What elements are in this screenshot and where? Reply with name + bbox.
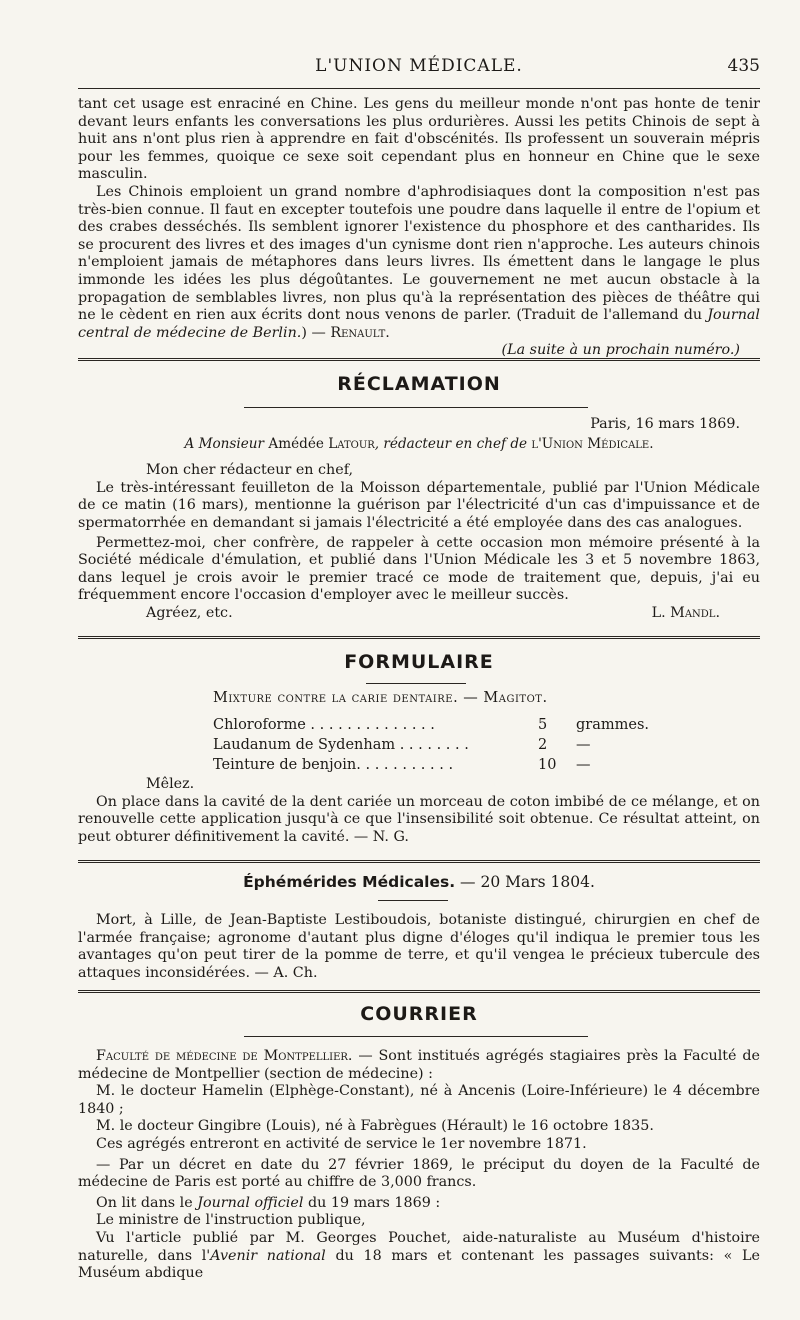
ephemerides-entry [78,912,760,982]
ingredient-unit: — [576,737,591,753]
ingredient-qty: 5 [538,717,548,733]
ingredient-qty: 10 [538,757,557,773]
paragraph: Le ministre de l'instruction publique, [96,1212,366,1229]
paragraph: Permettez-moi, cher confrère, de rappeler à cette occasion mon mémoire présenté à la Société médicale d'émulation, et publié dans l'Union Médicale les 3 et 5 novembre 1863, dans lequel je crois avoir le premier tracé ce mode de traitement que, depuis, j'ai eu fréquemment encore l'occasion d'employer avec le meilleur succès. [78,534,760,604]
reclamation-letter [78,416,760,623]
section-heading-courrier: COURRIER [360,1003,478,1025]
letter-closing [78,605,760,623]
section-rule [78,358,760,361]
paragraph: On place dans la cavité de la dent cariée un morceau de coton imbibé de ce mélange, et on renouvelle cette application jusqu'à ce que l'insensibilité soit obtenue. Ce résultat atteint, on peut obturer définitivement la cavité. — N. G. [78,793,760,845]
header-rule [78,88,760,89]
formula-instructions [78,776,760,846]
ingredient-unit: grammes. [576,717,649,733]
ingredient-name: Laudanum de Sydenham . . . . . . . . [213,737,469,753]
paragraph: Mort, à Lille, de Jean-Baptiste Lestiboudois, botaniste distingué, chirurgien en chef de l'armée française; agronome d'autant plus digne d'éloges qu'il indiqua le premier tous les avantages qu'on peut tirer de la pomme de terre, et qu'il vengea le précieux tubercule des attaques inconsidérées. — A. Ch. [78,912,760,981]
section-rule [78,990,760,993]
paragraph: On lit dans le Journal officiel du 19 mars 1869 : [96,1194,441,1211]
paragraph: Vu l'article publié par M. Georges Pouchet, aide-naturaliste au Muséum d'histoire naturelle, dans l'Avenir national du 18 mars et contenant les passages suivants: « Le Muséum abdique [78,1229,761,1282]
paragraph: M. le docteur Hamelin (Elphège-Constant), né à Ancenis (Loire-Inférieure) le 4 décembre 1840 ; [78,1083,760,1117]
running-header [78,54,760,82]
heading-underline [244,407,588,408]
section-rule [78,636,760,639]
ingredient-unit: — [576,757,591,773]
ephemerides-heading: Éphémérides Médicales. — 20 Mars 1804. [243,873,595,891]
journal-title: L'UNION MÉDICALE. [315,56,523,76]
article-continuation [78,96,760,360]
section-heading-reclamation: RÉCLAMATION [337,373,501,395]
paragraph: M. le docteur Gingibre (Louis), né à Fabrègues (Hérault) le 16 octobre 1835. [96,1118,654,1135]
paragraph: Faculté de médecine de Montpellier. — Sont institués agrégés stagiaires près la Faculté de médecine de Montpellier (section de médecine) : [78,1048,760,1082]
courrier-news [78,1048,760,1283]
ingredient-name: Teinture de benjoin. . . . . . . . . . . [213,757,454,773]
heading-underline [378,900,448,901]
paragraph: Le très-intéressant feuilleton de la Moisson départementale, publié par l'Union Médicale de ce matin (16 mars), mentionne la guérison par l'électricité d'un cas d'impuissance et de spermatorrhée en demandant si jamais l'électricité a été employée dans des cas analogues. [78,479,760,531]
melez-label: Mêlez. [146,776,195,792]
section-rule [78,860,760,863]
closing-formula: Agréez, etc. [146,604,233,621]
ingredient-name: Chloroforme . . . . . . . . . . . . . . [213,717,435,733]
paragraph: Les Chinois emploient un grand nombre d'aphrodisiaques dont la composition n'est pas très-bien connue. Il faut en excepter toutefois une poudre dans laquelle il entre de l'opium et des crabes desséchés. Ils semblent ignorer l'existence du phosphore et des cantharides. Ils se procurent des livres et des images d'un cynisme dont rien n'approche. Les auteurs chinois n'emploient jamais de métaphores dans leurs livres. Ils émettent dans le langage le plus immonde les idées les plus dégoûtantes. Le gouvernement ne met aucun obstacle à la propagation de semblables livres, non plus qu'à la représentation des pièces de théâtre qui ne le cèdent en rien aux écrits dont nous venons de parler. (Traduit de l'allemand du Journal central de médecine de Berlin.) — Renault. [78,183,760,341]
formula-row [213,757,633,775]
paragraph: — Par un décret en date du 27 février 1869, le préciput du doyen de la Faculté de médecine de Paris est porté au chiffre de 3,000 francs. [78,1156,760,1191]
author-signature: Renault. [330,324,390,341]
formula-row [213,737,633,755]
formula-title: Mixture contre la carie dentaire. — Magitot. [213,690,548,706]
continued-note: (La suite à un prochain numéro.) [501,342,740,359]
paragraph: Ces agrégés entreront en activité de service le 1er novembre 1871. [96,1135,587,1152]
ingredient-qty: 2 [538,737,548,753]
paragraph: tant cet usage est enraciné en Chine. Les gens du meilleur monde n'ont pas honte de tenir devant leurs enfants les conversations les plus ordurières. Aussi les petits Chinois de sept à huit ans n'ont plus rien à apprendre en fait d'obscénités. Ils professent un souverain mépris pour les femmes, quoique ce sexe soit cependant plus en honneur en Chine que le sexe masculin. [78,96,760,183]
page-number: 435 [727,56,760,76]
letter-address: A Monsieur Amédée Latour, rédacteur en chef de l'Union Médicale. [184,435,654,452]
formula-row [213,717,649,735]
heading-underline [366,683,466,684]
letter-signature: L. Mandl. [651,604,720,621]
letter-salutation: Mon cher rédacteur en chef, [146,462,354,479]
section-heading-formulaire: FORMULAIRE [344,651,494,673]
letter-date: Paris, 16 mars 1869. [590,416,740,432]
heading-underline [244,1036,588,1037]
